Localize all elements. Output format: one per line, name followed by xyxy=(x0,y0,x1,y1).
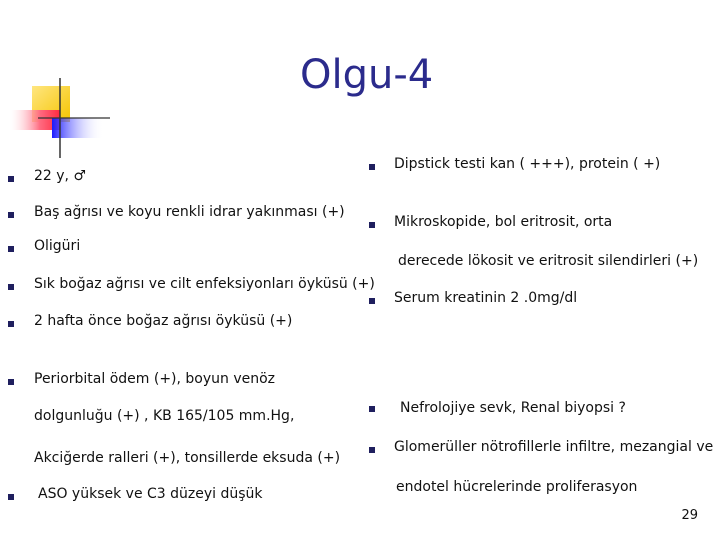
right-continuation-endothelial: endotel hücrelerinde proliferasyon xyxy=(396,479,638,495)
bullet-icon xyxy=(8,212,14,218)
bullet-icon xyxy=(369,298,375,304)
right-item-dipstick: Dipstick testi kan ( +++), protein ( +) xyxy=(394,156,661,172)
title-decoration xyxy=(10,78,110,160)
bullet-icon xyxy=(8,321,14,327)
bullet-icon xyxy=(369,222,375,228)
left-item-headache: Baş ağrısı ve koyu renkli idrar yakınması (+) xyxy=(34,204,345,220)
bullet-icon xyxy=(369,164,375,170)
bullet-icon xyxy=(8,494,14,500)
bullet-icon xyxy=(369,447,375,453)
bullet-icon xyxy=(369,406,375,412)
left-item-periorbital-edema: Periorbital ödem (+), boyun venöz xyxy=(34,371,276,387)
bullet-icon xyxy=(8,246,14,252)
left-continuation-jvd-bp: dolgunluğu (+) , KB 165/105 mm.Hg, xyxy=(34,408,295,424)
bullet-icon xyxy=(8,284,14,290)
left-item-age-sex: 22 y, ♂ xyxy=(34,168,87,184)
left-item-recent-sore-throat: 2 hafta önce boğaz ağrısı öyküsü (+) xyxy=(34,313,293,329)
bullet-icon xyxy=(8,379,14,385)
left-item-oliguria: Oligüri xyxy=(34,238,81,254)
bullet-icon xyxy=(8,176,14,182)
slide-title: Olgu-4 xyxy=(300,52,434,98)
right-continuation-casts: derecede lökosit ve eritrosit silendirleri (+) xyxy=(398,253,699,269)
left-item-aso-c3: ASO yüksek ve C3 düzeyi düşük xyxy=(38,486,263,502)
left-item-sore-throat-history: Sık boğaz ağrısı ve cilt enfeksiyonları öyküsü (+) xyxy=(34,276,375,292)
page-number: 29 xyxy=(681,508,698,523)
right-item-glomeruli: Glomerüller nötrofillerle infiltre, mezangial ve xyxy=(394,439,714,455)
right-item-microscopy: Mikroskopide, bol eritrosit, orta xyxy=(394,214,613,230)
right-item-creatinine: Serum kreatinin 2 .0mg/dl xyxy=(394,290,578,306)
right-item-referral-biopsy: Nefrolojiye sevk, Renal biyopsi ? xyxy=(400,400,626,416)
left-continuation-rales: Akciğerde ralleri (+), tonsillerde eksuda (+) xyxy=(34,450,341,466)
